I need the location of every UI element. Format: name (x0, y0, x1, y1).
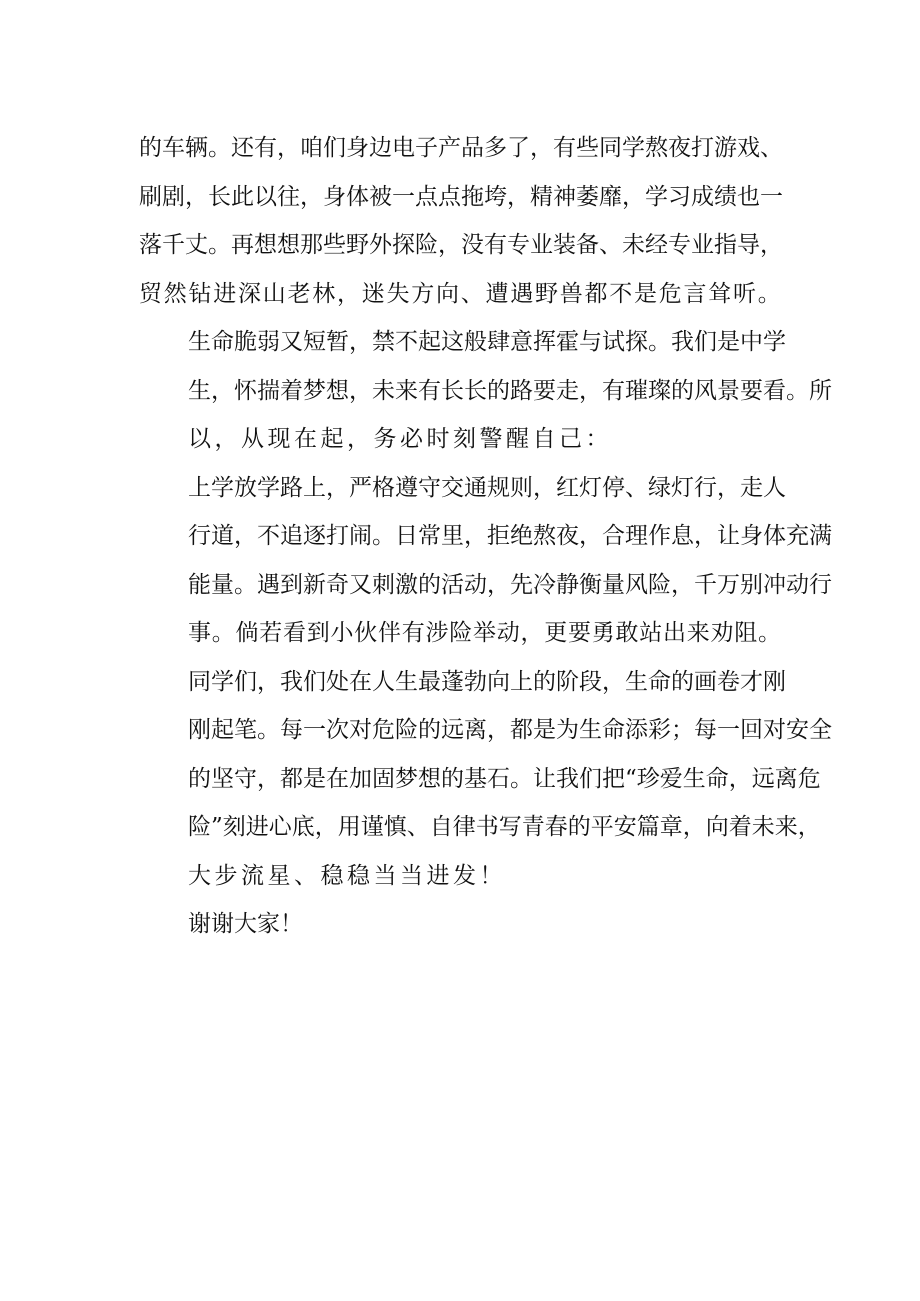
text-line: 刷剧，长此以往，身体被一点点拖垮，精神萎靡，学习成绩也一 (139, 183, 783, 210)
speech-body (139, 124, 832, 949)
text-line: 以，从现在起，务必时刻警醒自己： (188, 426, 612, 452)
text-line: 事。倘若看到小伙伴有涉险举动，更要勇敢站出来劝阻。 (188, 620, 782, 646)
text-line: 刚起笔。每一次对危险的远离，都是为生命添彩；每一回对安全 (188, 717, 832, 743)
paragraph-4 (139, 658, 832, 901)
paragraph-3 (139, 464, 832, 658)
text-line: 上学放学路上，严格遵守交通规则，红灯停、绿灯行，走人 (188, 474, 786, 501)
text-line: 落千丈。再想想那些野外探险，没有专业装备、未经专业指导， (139, 232, 783, 258)
text-line: 贸然钻进深山老林，迷失方向、遭遇野兽都不是危言耸听。 (139, 280, 783, 307)
text-line: 的坚守，都是在加固梦想的基石。让我们把“珍爱生命，远离危 (188, 765, 821, 792)
text-line: 生命脆弱又短暂，禁不起这般肆意挥霍与试探。我们是中学 (188, 329, 786, 355)
text-line: 险”刻进心底，用谨慎、自律书写青春的平安篇章，向着未来， (188, 814, 821, 840)
text-line: 谢谢大家！ (188, 911, 303, 937)
text-line: 的车辆。还有，咱们身边电子产品多了，有些同学熬夜打游戏、 (139, 135, 783, 161)
text-line: 能量。遇到新奇又刺激的活动，先冷静衡量风险，千万别冲动行 (188, 571, 832, 598)
text-line: 生，怀揣着梦想，未来有长长的路要走，有璀璨的风景要看。所 (188, 377, 832, 404)
text-line: 行道，不追逐打闹。日常里，拒绝熬夜，合理作息，让身体充满 (188, 523, 832, 549)
text-line: 大步流星、稳稳当当进发！ (188, 862, 506, 889)
paragraph-1 (139, 124, 787, 318)
text-line: 同学们，我们处在人生最蓬勃向上的阶段，生命的画卷才刚 (188, 668, 786, 695)
closing-paragraph (139, 900, 787, 949)
paragraph-2 (139, 318, 832, 464)
